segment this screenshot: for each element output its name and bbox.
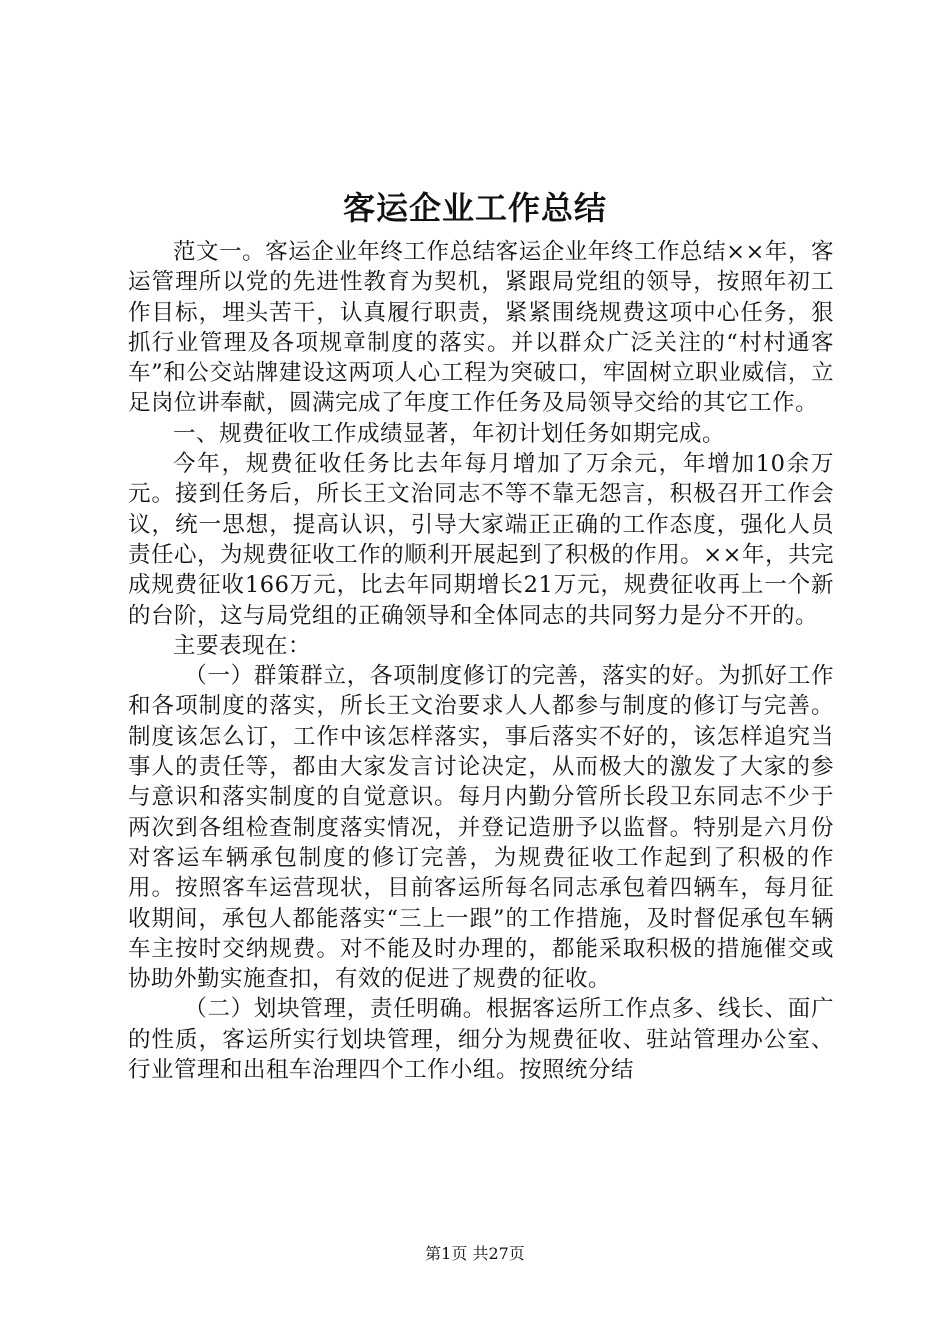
- page-footer: 第1页 共27页: [425, 1244, 525, 1263]
- paragraph-point-1: （一）群策群立，各项制度修订的完善，落实的好。为抓好工作和各项制度的落实，所长王文治要求人人都参与制度的修订与完善。制度该怎么订，工作中该怎样落实，事后落实不好的，该怎样追究当事人的责任等，都由大家发言讨论决定，从而极大的激发了大家的参与意识和落实制度的自觉意识。每月内勤分管所长段卫东同志不少于两次到各组检查制度落实情况，并登记造册予以监督。特别是六月份对客运车辆承包制度的修订完善，为规费征收工作起到了积极的作用。按照客车运营现状，目前客运所每名同志承包着四辆车，每月征收期间，承包人都能落实“三上一跟”的工作措施，及时督促承包车辆车主按时交纳规费。对不能及时办理的，都能采取积极的措施催交或协助外勤实施查扣，有效的促进了规费的征收。: [128, 663, 834, 993]
- section-heading-1: 一、规费征收工作成绩显著，年初计划任务如期完成。: [173, 420, 726, 447]
- paragraph-fee-collection: 今年，规费征收任务比去年每月增加了万余元，年增加10余万元。接到任务后，所长王文治同志不等不靠无怨言，积极召开工作会议，统一思想，提高认识，引导大家端正正确的工作态度，强化人员责任心，为规费征收工作的顺利开展起到了积极的作用。××年，共完成规费征收166万元，比去年同期增长21万元，规费征收再上一个新的台阶，这与局党组的正确领导和全体同志的共同努力是分不开的。: [128, 451, 834, 629]
- paragraph-main-points: 主要表现在：: [173, 632, 312, 659]
- paragraph-intro: 范文一。客运企业年终工作总结客运企业年终工作总结××年，客运管理所以党的先进性教育为契机，紧跟局党组的领导，按照年初工作目标，埋头苦干，认真履行职责，紧紧围绕规费这项中心任务，狠抓行业管理及各项规章制度的落实。并以群众广泛关注的“村村通客车”和公交站牌建设这两项人心工程为突破口，牢固树立职业威信，立足岗位讲奉献，圆满完成了年度工作任务及局领导交给的其它工作。: [128, 239, 834, 417]
- document-title: 客运企业工作总结: [342, 189, 607, 227]
- document-body: [128, 237, 834, 1085]
- paragraph-point-2: （二）划块管理，责任明确。根据客运所工作点多、线长、面广的性质，客运所实行划块管理，细分为规费征收、驻站管理办公室、行业管理和出租车治理四个工作小组。按照统分结: [128, 996, 834, 1084]
